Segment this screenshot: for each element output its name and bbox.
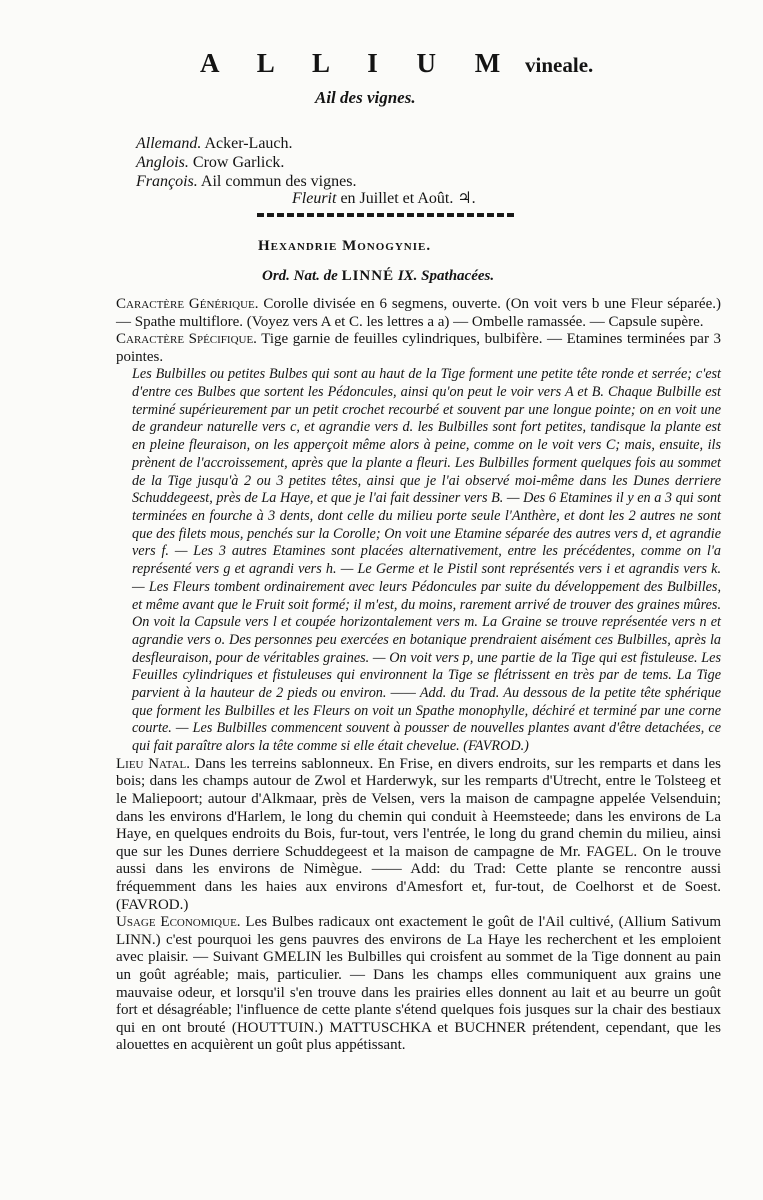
lang-name: Crow Garlick.	[192, 154, 285, 171]
text-body	[116, 296, 721, 1055]
lang-label: Anglois.	[136, 154, 189, 171]
linnaean-class: Hexandrie Monogynie.	[258, 238, 432, 254]
usage-section	[116, 914, 721, 1055]
order-text: IX. Spathacées.	[397, 268, 495, 284]
vernacular-name: Ail des vignes.	[315, 88, 416, 107]
flowering-line	[292, 188, 476, 208]
flowering-label: Fleurit	[292, 190, 337, 207]
order-label: Ord. Nat. de	[262, 268, 338, 284]
specific-character	[116, 331, 721, 366]
section-label: Caractère Spécifique.	[116, 331, 257, 348]
habitat-section	[116, 756, 721, 914]
flowering-text: en Juillet et Août.	[340, 190, 454, 207]
natural-order	[262, 268, 494, 285]
section-label: Usage Economique.	[116, 914, 241, 931]
species-name: vineale.	[525, 53, 594, 77]
generic-character	[116, 296, 721, 331]
name-english	[136, 153, 356, 172]
description-paragraph: Les Bulbilles ou petites Bulbes qui sont au haut de la Tige forment une petite tête ronde et serrée; c'est d'entre ces Bulbes que sortent les Pédoncules, ainsi qu'on peut le voir vers A et B. Chaque Bulbille est terminé supérieurement par un petit crochet recourbé et souvent par une longue pointe; on en voit une de grandeur naturelle vers c, et agrandie vers d. les Bulbilles sont fort petites, tandisque la plante est en pleine fleuraison, on les apperçoit même alors à peine, comme on le voit vers C; mais, ensuite, ils prènent de l'accroissement, après que la plante a fleuri. Les Bulbilles forment quelques fois au sommet de la Tige jusqu'à 2 ou 3 petites têtes, ainsi que je l'ai observé moi-même dans les Dunes derriere Schuddegeest, près de La Haye, et que je l'ai fait dessiner vers B. — Des 6 Etamines il y en a 3 qui sont terminées en fourche à 3 dents, dont celle du milieu porte seule l'Anthère, et dont les 2 autres ne sont que des filets mous, penchés sur la Corolle; On voit une Etamine séparée des autres vers d, et agrandie vers f. — Les 3 autres Etamines sont placées alternativement, entre les précédentes, comme on l'a représenté vers g et agrandi vers h. — Le Germe et le Pistil sont représentés vers i et agrandis vers k. — Les Fleurs tombent ordinairement avec leurs Pédoncules par suite du développement des Bulbilles, et même avant que le Fruit soit formé; il m'est, du moins, rarement arrivé de trouver des graines mûres. On voit la Capsule vers l et coupée horizontalement vers m. La Graine se trouve représentée vers n et agrandie vers o. Des personnes peu exercées en botanique prendraient aisément ces Bulbilles, après la desfleuraison, pour de véritables graines. — On voit vers p, une partie de la Tige qui est fistuleuse. Les Feuilles cylindriques et fistuleuses qui environnent la Tige se flétrissent en très par de tems. La Tige parvient à la hauteur de 2 pieds ou environ. —— Add. du Trad. Au dessous de la petite tête sphérique que forment les Bulbilles et les Fleurs on voit un Spathe monophylle, déchiré et terminé par une corne courte. — Les Bulbilles commencent souvent à pousser de nouvelles plantes avant d'être detachées, ce qui fait paraître alors la tête comme si elle était chevelue. (FAVROD.)	[132, 366, 721, 755]
section-label: Caractère Générique.	[116, 296, 259, 312]
section-text: Tige garnie de feuilles cylindriques, bulbifère. — Etamines terminées par 3 pointes.	[116, 331, 721, 365]
order-author: LINNÉ	[341, 268, 395, 284]
common-names	[136, 134, 356, 191]
section-text: Dans les terreins sablonneux. En Frise, en divers endroits, sur les remparts et dans les bois; dans les champs autour de Zwol et Harderwyk, sur les remparts d'Utrecht, entre le Tolsteeg et le Maliepoort; autour d'Alkmaar, près de Velsen, vers la maison de campagne appelée Velsenduin; dans les environs d'Harlem, le long du chemin qui conduit à Heemsteede; dans les environs de La Haye, en quelques endroits du Bois, fur-tout, vers l'entrée, le long du grand chemin du milieu, ainsi que sur les Dunes derriere Schuddegeest et la maison de campagne de Mr. FAGEL. On le trouve aussi dans les environs de Nimègue. —— Add: du Trad: Cette plante se rencontre aussi fréquemment dans les haies aux environs d'Amesfort et, fur-tout, de Coelhorst et de Soest. (FAVROD.)	[116, 755, 721, 913]
ornamental-divider	[257, 213, 515, 217]
name-german	[136, 134, 356, 153]
section-text: Corolle divisée en 6 segmens, ouverte. (On voit vers b une Fleur séparée.) — Spathe multiflore. (Voyez vers A et C. les lettres a a) — Ombelle ramassée. — Capsule supère.	[116, 296, 721, 330]
lang-label: Allemand.	[136, 135, 202, 152]
section-text: Les Bulbes radicaux ont exactement le goût de l'Ail cultivé, (Allium Sativum LINN.) c'est pourquoi les gens pauvres des environs de La Haye les recherchent et les emploient avec plaisir. — Suivant GMELIN les Bulbilles qui croisfent au sommet de la Tige donnent au pain un goût agréable; mais, particulier. — Dans les champs elles communiquent aux grains une mauvaise odeur, et lorsqu'il s'en trouve dans les prairies elles donnent au lait et au beurre un goût fort et désagréable; l'influence de cette plante s'étend quelques fois jusques sur la chair des bestiaux qui en ont brouté (HOUTTUIN.) MATTUSCHKA et BUCHNER prétendent, cependant, que les alouettes en acquièrent un goût plus appétissant.	[116, 914, 721, 1054]
perennial-symbol: ♃.	[457, 190, 476, 207]
page-title	[200, 48, 593, 79]
genus-name: A L L I U M	[200, 48, 517, 78]
lang-name: Acker-Lauch.	[204, 135, 293, 152]
lang-label: François.	[136, 173, 198, 190]
lang-name: Ail commun des vignes.	[200, 173, 357, 190]
section-label: Lieu Natal.	[116, 755, 191, 772]
